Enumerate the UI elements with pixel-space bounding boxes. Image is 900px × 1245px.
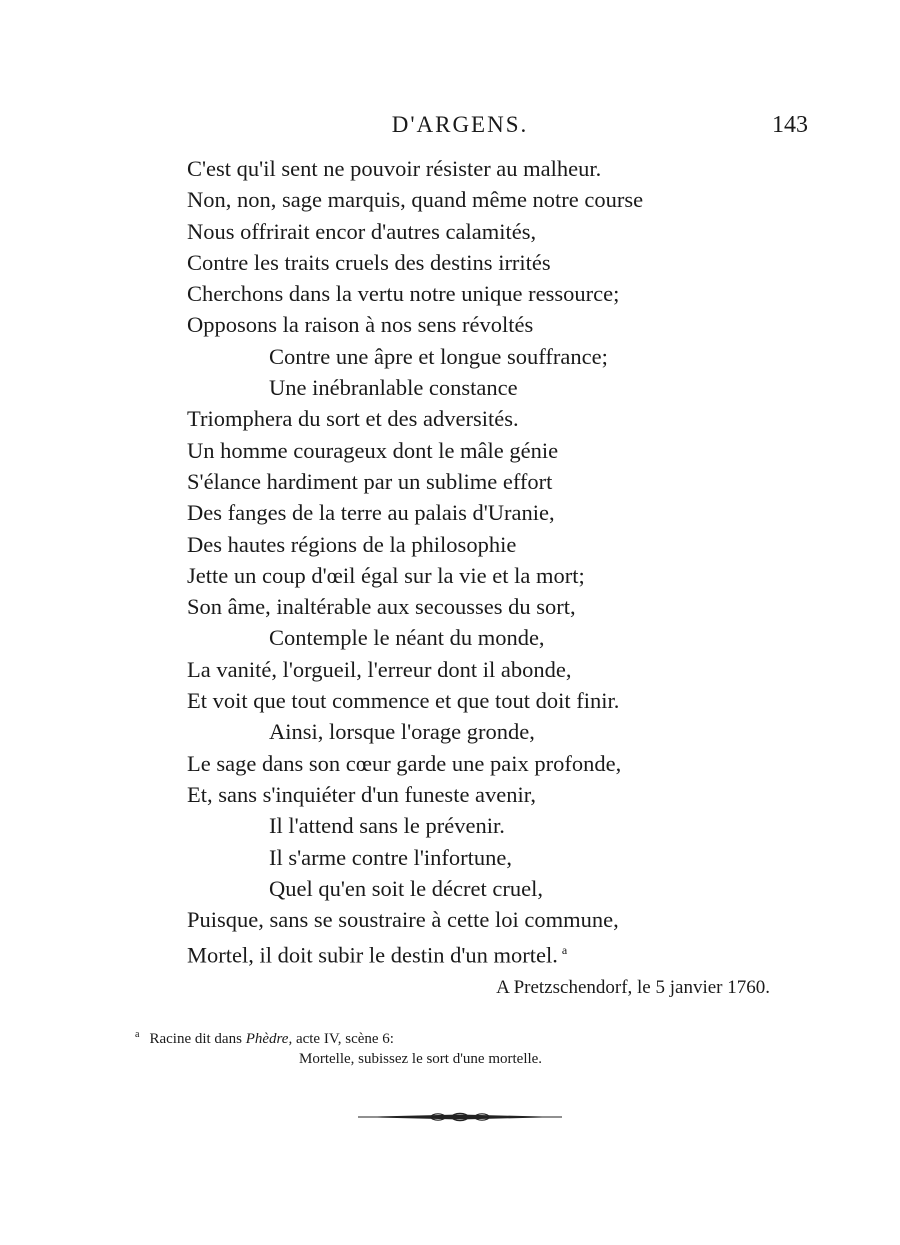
poem-line <box>187 622 807 653</box>
poem-line-text: Il l'attend sans le prévenir. <box>269 813 505 839</box>
poem-line <box>187 529 807 560</box>
ornamental-rule-icon <box>358 1108 562 1126</box>
footnote-marker: a <box>135 1029 140 1040</box>
footnote-intro-after: acte IV, scène 6: <box>292 1031 394 1047</box>
footnote-work-title: Phèdre, <box>245 1031 293 1047</box>
poem-line <box>187 403 807 434</box>
poem-line <box>187 685 807 716</box>
poem-line-text: Son âme, inaltérable aux secousses du sort, <box>187 594 576 620</box>
poem-line <box>187 873 807 904</box>
signature-dateline: A Pretzschendorf, le 5 janvier 1760. <box>496 977 770 998</box>
note-marker: a <box>561 943 568 958</box>
poem-line-text: S'élance hardiment par un sublime effort <box>187 468 553 494</box>
poem-line <box>187 153 807 184</box>
poem-line-text: Non, non, sage marquis, quand même notre course <box>187 187 644 213</box>
poem-line-text: Quel qu'en soit le décret cruel, <box>269 875 543 901</box>
poem-line-text: Une inébranlable constance <box>269 375 518 401</box>
poem-line-text: Et voit que tout commence et que tout doit finir. <box>187 688 620 714</box>
poem-line-text: Jette un coup d'œil égal sur la vie et la mort; <box>187 562 585 588</box>
page-header <box>0 112 900 142</box>
footnote-intro <box>135 1025 755 1049</box>
poem-line <box>187 560 807 591</box>
poem-line-text: Contre les traits cruels des destins irrités <box>187 249 551 275</box>
poem-line <box>187 435 807 466</box>
poem-line-text: Et, sans s'inquiéter d'un funeste avenir, <box>187 781 536 807</box>
poem-line-text: C'est qu'il sent ne pouvoir résister au malheur. <box>187 156 602 181</box>
footnote-intro-before: Racine dit dans <box>149 1031 246 1047</box>
poem-line <box>187 184 807 215</box>
poem-line <box>187 842 807 873</box>
poem-line-text: Contemple le néant du monde, <box>269 625 545 651</box>
poem-line <box>187 278 807 309</box>
poem-line <box>187 341 807 372</box>
poem-line-text: Opposons la raison à nos sens révoltés <box>187 312 534 338</box>
poem-line-text: Des fanges de la terre au palais d'Uranie, <box>187 500 555 526</box>
footnote-quote: Mortelle, subissez le sort d'une mortelle. <box>299 1051 543 1067</box>
running-title: D'ARGENS. <box>391 112 529 137</box>
poem-line <box>187 654 807 685</box>
poem-line <box>187 904 807 935</box>
poem-line-text: Ainsi, lorsque l'orage gronde, <box>269 719 535 745</box>
poem-body <box>187 153 807 967</box>
poem-line-text: Le sage dans son cœur garde une paix profonde, <box>187 750 622 776</box>
poem-line-text: Un homme courageux dont le mâle génie <box>187 437 559 463</box>
poem-line-text: La vanité, l'orgueil, l'erreur dont il abonde, <box>187 656 572 682</box>
poem-line-text: Cherchons dans la vertu notre unique ressource; <box>187 281 620 307</box>
poem-line <box>187 935 807 966</box>
poem-line-text: Il s'arme contre l'infortune, <box>269 844 513 870</box>
page-number: 143 <box>772 112 808 138</box>
poem-line <box>187 716 807 747</box>
poem-line <box>187 779 807 810</box>
poem-line-text: Mortel, il doit subir le destin d'un mortel. <box>187 942 558 968</box>
poem-line <box>187 466 807 497</box>
poem-line <box>187 748 807 779</box>
poem-line <box>187 309 807 340</box>
poem-line <box>187 497 807 528</box>
poem-line <box>187 216 807 247</box>
poem-line-text: Triomphera du sort et des adversités. <box>187 406 519 432</box>
poem-line-text: Des hautes régions de la philosophie <box>187 531 517 557</box>
poem-line <box>187 591 807 622</box>
poem-line <box>187 247 807 278</box>
poem-line-text: Contre une âpre et longue souffrance; <box>269 343 608 369</box>
poem-line <box>187 372 807 403</box>
footnote <box>135 1025 755 1069</box>
poem-line-text: Nous offrirait encor d'autres calamités, <box>187 218 537 244</box>
poem-line <box>187 810 807 841</box>
poem-line-text: Puisque, sans se soustraire à cette loi commune, <box>187 907 619 933</box>
